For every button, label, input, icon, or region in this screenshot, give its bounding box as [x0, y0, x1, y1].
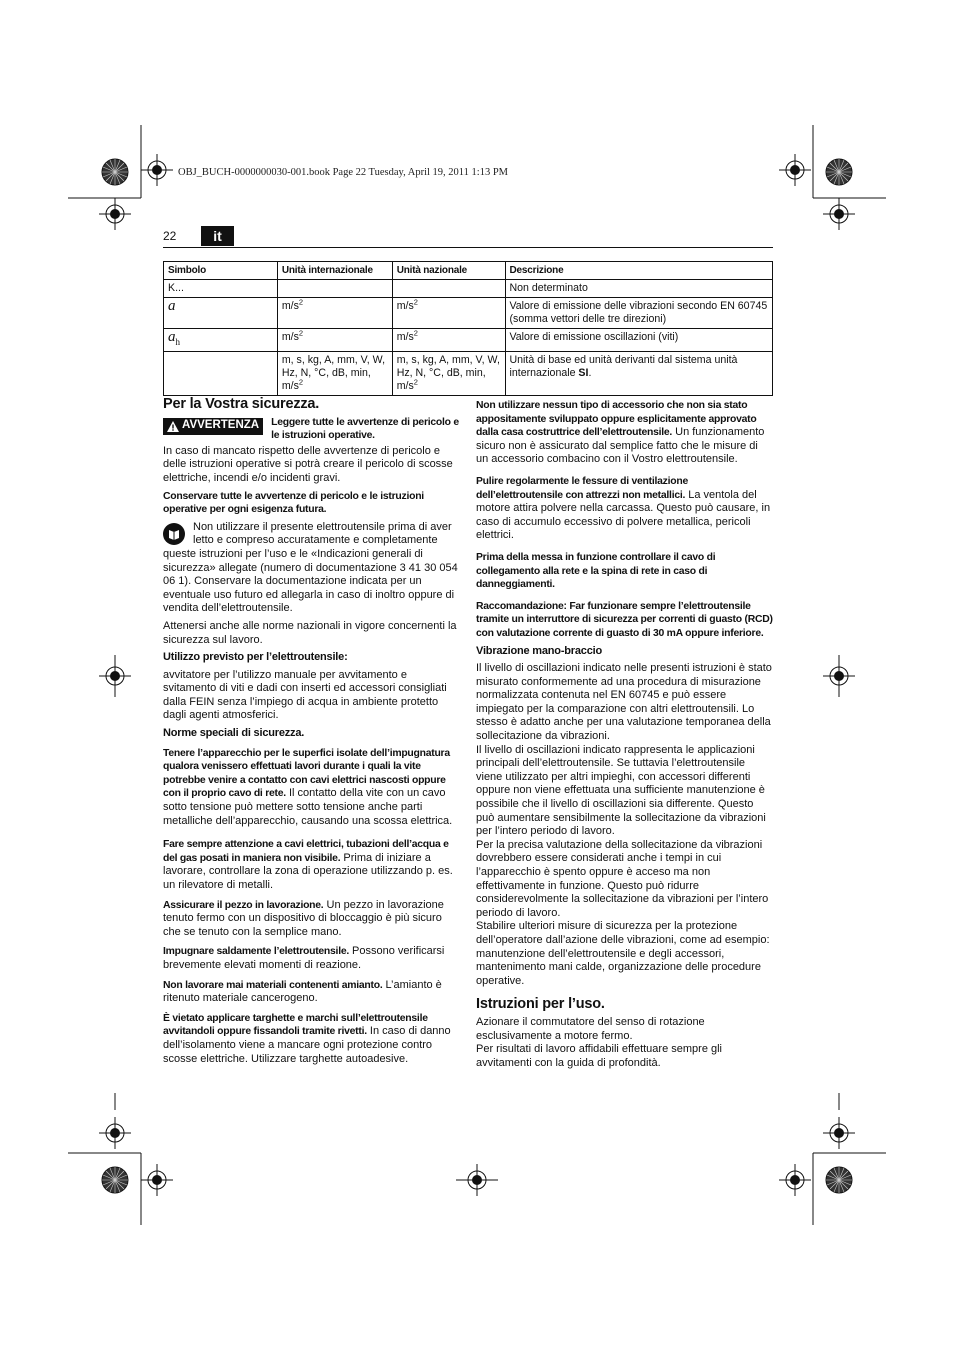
section-title-safety: Per la Vostra sicurezza.	[163, 396, 320, 412]
file-slug: OBJ_BUCH-0000000030-001.book Page 22 Tuesday, April 19, 2011 1:13 PM	[178, 167, 508, 178]
natl-unit-cell: $m/s^2$	[392, 298, 505, 329]
paragraph: Il livello di oscillazioni indicato rappresenta le applicazioni principali dell’elettroutensile. Se tuttavia l’elettroutensile viene utilizzato per altri impieghi, con accessori differenti oppure non viene effettuata una sufficiente manutenzione è possibile che il livello di oscillazioni sia differente. Questo può aumentare sensibilmente la sollecitazione da vibrazioni per l’intero periodo di lavoro.	[476, 743, 766, 838]
color-target-icon	[102, 159, 128, 185]
symbol-cell: K...	[164, 280, 278, 298]
table-header: Unità nazionale	[392, 262, 505, 280]
paragraph: Per risultati di lavoro affidabili effettuare sempre gli avvitamenti con la guida di profondità.	[476, 1043, 722, 1069]
right-column	[476, 399, 773, 1074]
left-column	[163, 398, 459, 1070]
language-tab: it	[201, 226, 234, 246]
paragraph: Azionare il commutatore del senso di rotazione esclusivamente a motore fermo.	[476, 1015, 705, 1042]
symbol-cell	[164, 352, 278, 396]
description-cell: Non determinato	[505, 280, 772, 298]
units-table	[163, 261, 773, 396]
section-title-instructions: Istruzioni per l’uso.	[476, 996, 605, 1013]
safety-rule: È vietato applicare targhette e marchi sull’elettroutensile avvitandoli oppure fissandoli tramite rivetti. In caso di danno dell’isolamento viene a mancare ogni protezione contro scosse elettriche. Utilizzare targhette autoadesive.	[163, 1012, 451, 1065]
warning-badge: AVVERTENZA	[163, 418, 263, 435]
table-header: Unità internazionale	[277, 262, 392, 280]
description-cell: Valore di emissione oscillazioni (viti)	[505, 329, 772, 352]
intl-unit-cell: $m/s^2$	[277, 298, 392, 329]
safety-rule: Fare sempre attenzione a cavi elettrici, tubazioni dell’acqua e del gas posati in maniera non visibile. Prima di iniziare a lavorare, controllare la zona di operazione utilizzando p. es. un rilevatore di metalli.	[163, 839, 453, 891]
warning-text: Leggere tutte le avvertenze di pericolo e le istruzioni operative.	[271, 416, 459, 442]
table-row	[164, 352, 773, 396]
paragraph: Non utilizzare il presente elettroutensile prima di aver letto e compreso accuratamente e completamente queste istruzioni per l’uso e le «Indicazioni generali di sicurezza» allegate (numero di documentazione 3 41 30 054 06 1). Conservare la documentazione indicata per un eventuale uso futuro ed allegarla in caso di inoltro oppure di vendita dell’elettroutensile.	[163, 520, 458, 615]
paragraph: Attenersi anche alle norme nazionali in vigore concernenti la sicurezza sul lavoro.	[163, 619, 457, 646]
table-header: Simbolo	[164, 262, 278, 280]
color-target-icon	[102, 1167, 128, 1193]
safety-rule: Assicurare il pezzo in lavorazione. Un pezzo in lavorazione tenuto fermo con un dispositivo di bloccaggio è più sicuro che se tenuto con la semplice mano.	[163, 898, 444, 938]
symbol-cell: a	[164, 298, 278, 329]
natl-unit-cell: m, s, kg, A, mm, V, W, Hz, N, °C, dB, min, $m/s^2$	[392, 352, 505, 396]
header-rule	[163, 247, 773, 248]
intl-unit-cell: m, s, kg, A, mm, V, W, Hz, N, °C, dB, min, $m/s^2$	[277, 352, 392, 396]
table-row	[164, 329, 773, 352]
paragraph: In caso di mancato rispetto delle avvertenze di pericolo e delle istruzioni operative si potrà creare il pericolo di scosse elettriche, incendi e/o incidenti gravi.	[163, 444, 453, 484]
safety-rule: Pulire regolarmente le fessure di ventilazione dell’elettroutensile con attrezzi non metallici. La ventola del motore attira polvere nella carcassa. Questo può causare, in caso di accumulo eccessivo di polvere metallica, pericoli elettrici.	[476, 475, 771, 542]
paragraph-bold: Conservare tutte le avvertenze di pericolo e le istruzioni operative per ogni esigenza futura.	[163, 490, 424, 516]
warning-block	[163, 416, 459, 443]
read-manual-icon	[163, 523, 185, 545]
color-target-icon	[826, 1167, 852, 1193]
symbol-cell: $a_h$	[164, 329, 278, 352]
paragraph: Il livello di oscillazioni indicato nelle presenti istruzioni è stato misurato conformemente ad una procedura di misurazione normalizzata contenuta nel EN 60745 e può essere impiegato per la comparazione con altri elettroutensili. Lo stesso è adatto anche per una valutazione temporanea della sollecitazione da vibrazioni.	[476, 662, 772, 743]
natl-unit-cell	[392, 280, 505, 298]
subheading-vibration: Vibrazione mano-braccio	[476, 644, 603, 657]
safety-rule: Impugnare saldamente l’elettroutensile. Possono verificarsi brevemente elevati momenti di reazione.	[163, 945, 445, 971]
natl-unit-cell: $m/s^2$	[392, 329, 505, 352]
subheading-use: Utilizzo previsto per l’elettroutensile:	[163, 651, 348, 664]
table-header: Descrizione	[505, 262, 772, 280]
intl-unit-cell: $m/s^2$	[277, 329, 392, 352]
warning-triangle-icon	[167, 421, 179, 432]
description-cell: Unità di base ed unità derivanti dal sistema unità internazionale SI.	[505, 352, 772, 396]
paragraph: avvitatore per l’utilizzo manuale per avvitamento e svitamento di viti e dadi con inserti ed accessori consigliati dalla FEIN senza l’impiego di acqua in ambiente protetto dagli agenti atmosferici.	[163, 668, 447, 722]
description-cell: Valore di emissione delle vibrazioni secondo EN 60745 (somma vettori delle tre direzioni)	[505, 298, 772, 329]
safety-rule: Non lavorare mai materiali contenenti amianto. L’amianto è ritenuto materiale cancerogeno.	[163, 978, 442, 1005]
safety-rule: Tenere l’apparecchio per le superfici isolate dell’impugnatura qualora venissero effettuati lavori durante i quali la vite potrebbe venire a contatto con cavi elettrici nascosti oppure con il proprio cavo di rete. Il contatto della vite con un cavo sotto tensione può mettere sotto tensione anche parti metalliche dell’apparecchio, causando una scossa elettrica.	[163, 747, 453, 827]
subheading-norme: Norme speciali di sicurezza.	[163, 727, 305, 740]
intl-unit-cell	[277, 280, 392, 298]
safety-rule: Prima della messa in funzione controllare il cavo di collegamento alla rete e la spina di rete in caso di danneggiamenti.	[476, 551, 716, 591]
safety-rule: Raccomandazione: Far funzionare sempre l’elettroutensile tramite un interruttore di sicurezza per correnti di guasto (RCD) con valutazione corrente di guasto di 30 mA oppure inferiore.	[476, 600, 773, 639]
page-number: 22	[163, 229, 177, 243]
table-row	[164, 280, 773, 298]
paragraph: Per la precisa valutazione della sollecitazione da vibrazioni dovrebbero essere considerati anche i tempi in cui l’apparecchio è spento oppure è acceso ma non effettivamente in funzione. Questo può ridurre considerevolmente la sollecitazione da vibrazioni per l’intero periodo di lavoro.	[476, 838, 769, 919]
table-header-row	[164, 262, 773, 280]
safety-rule: Non utilizzare nessun tipo di accessorio che non sia stato appositamente sviluppato oppure esplicitamente approvato dalla casa costruttrice dell’elettroutensile. Un funzionamento sicuro non è assicurato dal semplice fatto che le misure di un accessorio combacino con il Vostro elettroutensile.	[476, 400, 765, 466]
paragraph: Stabilire ulteriori misure di sicurezza per la protezione dell’operatore dall’azione delle vibrazioni, come ad esempio: manutenzione dell’elettroutensile e degli accessori, mantenimento mani calde, organizzazione delle procedure operative.	[476, 920, 770, 987]
color-target-icon	[826, 159, 852, 185]
table-row	[164, 298, 773, 329]
